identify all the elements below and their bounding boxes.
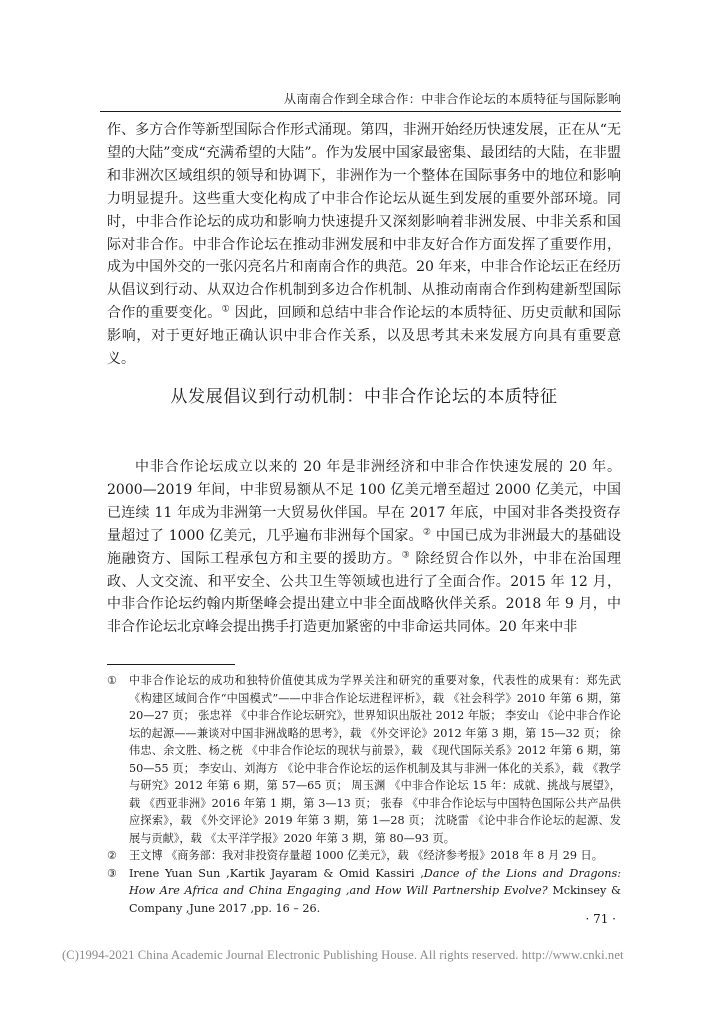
footnote-rule [107,664,235,665]
footnote-2-mark: ② [107,849,118,862]
footnote-2-text: 王文博 《商务部：我对非投资存量超 1000 亿美元》，载 《经济参考报》2018 年 8 月 29 日。 [129,849,603,862]
section-paragraph-text-2: 中国已成为非洲最大的基础设施融资方、国际工程承包方和主要的援助方。 [107,527,621,567]
intro-paragraph-block [107,119,621,371]
footnote-ref-1[interactable]: ① [221,304,230,315]
footnote-3-text-italic: Dance of the Lions and Dragons: How Are Africa and China Engaging ,and How Will Partnership Evolve? [129,866,621,897]
footnote-ref-3[interactable]: ③ [401,549,411,560]
intro-paragraph-text-after: 因此，回顾和总结中非合作论坛的本质特征、历史贡献和国际影响，对于更好地正确认识中非合作关系，以及思考其未来发展方向具有重要意义。 [107,305,622,368]
footnote-3-text-plain: Irene Yuan Sun ,Kartik Jayaram & Omid Kassiri , [129,866,424,880]
footnote-2 [107,847,621,865]
section-paragraph-text-3: 除经贸合作以外，中非在治国理政、人文交流、和平安全、公共卫生等领域也进行了全面合作。2015 年 12 月，中非合作论坛约翰内斯堡峰会提出建立中非全面战略伙伴关系。2018 年 9 月，中非合作论坛北京峰会提出携手打造更加紧密的中非命运共同体。20 年来中非 [107,550,621,636]
footnote-1-text: 中非合作论坛的成功和独特价值使其成为学界关注和研究的重要对象，代表性的成果有：郑先武 《构建区域间合作“中国模式”——中非合作论坛进程评析》，载 《社会科学》2010 年第 6 期，第 20—27 页； 张忠祥 《中非合作论坛研究》，世界知识出版社 2012 年版； 李安山 《论中非合作论坛的起源——兼谈对中国非洲战略的思考》，载 《外交评论》2012 年第 3 期，第 15—32 页； 徐伟忠、余文胜、杨之桄 《中非合作论坛的现状与前景》，载 《现代国际关系》2012 年第 6 期，第 50—55 页； 李安山、刘海方 《论中非合作论坛的运作机制及其与非洲一体化的关系》，载 《教学与研究》2012 年第 6 期，第 57—65 页； 周玉渊 《中非合作论坛 15 年：成就、挑战与展望》，载 《西亚非洲》2016 年第 1 期，第 3—13 页； 张春 《中非合作论坛与中国特色国际公共产品供应探索》，载 《外交评论》2019 年第 3 期，第 1—28 页； 沈晓雷 《论中非合作论坛的起源、发展与贡献》，载 《太平洋学报》2020 年第 3 期，第 80—93 页。 [129,674,621,845]
section-paragraph [107,456,621,639]
section-paragraph-text-1: 中非合作论坛成立以来的 20 年是非洲经济和中非合作快速发展的 20 年。2000—2019 年间，中非贸易额从不足 100 亿美元增至超过 2000 亿美元，中国已连续 11 年成为非洲第一大贸易伙伴国。早在 2017 年底，中国对非各类投资存量超过了 1000 亿美元，几乎遍布非洲每个国家。 [107,459,621,544]
header-rule [100,111,621,112]
section-paragraph-block [107,456,621,639]
section-heading: 从发展倡议到行动机制：中非合作论坛的本质特征 [170,387,558,407]
intro-paragraph [107,119,621,371]
footnote-3-text-tail: Mckinsey & Company ,June 2017 ,pp. 16 – 26. [129,884,621,915]
footnote-1-mark: ① [107,674,118,687]
footnote-1 [107,672,621,847]
footnote-ref-2[interactable]: ② [422,527,432,538]
footnote-3-mark: ③ [107,866,118,880]
intro-paragraph-text: 作、多方合作等新型国际合作形式涌现。第四，非洲开始经历快速发展，正在从“无望的大陆”变成“充满希望的大陆”。作为发展中国家最密集、最团结的大陆，在非盟和非洲次区域组织的领导和协调下，非洲作为一个整体在国际事务中的地位和影响力明显提升。这些重大变化构成了中非合作论坛从诞生到发展的重要外部环境。同时，中非合作论坛的成功和影响力快速提升又深刻影响着非洲发展、中非关系和国际对非合作。中非合作论坛在推动非洲发展和中非友好合作方面发挥了重要作用，成为中国外交的一张闪亮名片和南南合作的典范。20 年来，中非合作论坛正在经历从倡议到行动、从双边合作机制到多边合作机制、从推动南南合作到构建新型国际合作的重要变化。 [107,122,621,322]
footnotes [107,672,621,917]
page-number: · 71 · [585,912,616,926]
running-header: 从南南合作到全球合作：中非合作论坛的本质特征与国际影响 [283,92,621,106]
copyright-watermark: (C)1994-2021 China Academic Journal Electronic Publishing House. All rights reserved. http://www.cnki.net [62,948,624,962]
footnote-3 [107,865,621,918]
